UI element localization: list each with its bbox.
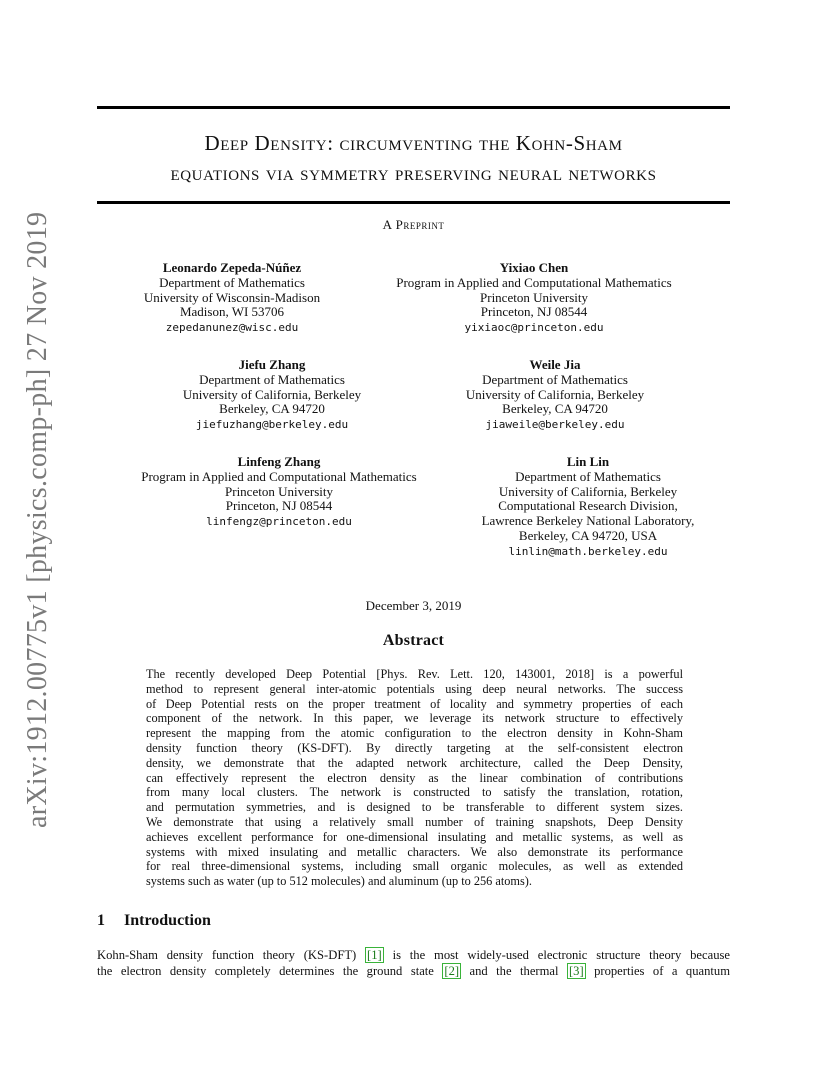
- author-email: jiefuzhang@berkeley.edu: [195, 418, 349, 432]
- abstract-line: systems such as water (up to 512 molecules) and aluminum (up to 256 atoms).: [146, 874, 532, 889]
- abstract-line: from many local clusters. The network is constructed to satisfy the translation, rotation,: [146, 785, 683, 800]
- abstract-line: component of the network. In this paper, we leverage its network structure to effectively: [146, 711, 683, 726]
- author-affiliation-line: Program in Applied and Computational Mathematics: [141, 468, 417, 484]
- abstract-line: density, we demonstrate that the adapted network architecture, called the Deep Density,: [146, 755, 683, 770]
- author-affiliation-line: University of California, Berkeley: [182, 386, 362, 402]
- publication-date: December 3, 2019: [365, 598, 462, 613]
- abstract-line: of Deep Potential rests on the proper treatment of locality and symmetry properties of each: [146, 696, 683, 711]
- author-affiliation-line: Department of Mathematics: [159, 274, 305, 290]
- author-affiliation-line: Berkeley, CA 94720: [219, 401, 325, 417]
- author-affiliation-line: Berkeley, CA 94720: [502, 401, 608, 417]
- abstract-line: We demonstrate that using a relatively small number of training snapshots, Deep Density: [146, 814, 683, 829]
- section-number: 1: [97, 912, 105, 929]
- intro-text: Kohn-Sham density function theory (KS-DFT): [97, 948, 366, 962]
- author-block-linfeng-zhang: [109, 455, 449, 530]
- introduction-body: [97, 948, 730, 979]
- author-name: Linfeng Zhang: [237, 454, 321, 469]
- citation-link[interactable]: [1]: [367, 948, 382, 962]
- intro-text: and the thermal: [461, 963, 567, 978]
- abstract-line: can effectively represent the electron density as the linear combination of contributions: [146, 770, 683, 785]
- abstract-line: systems with mixed insulating and metallic characters. We also demonstrate its performance: [146, 844, 683, 859]
- author-affiliation-line: Princeton University: [225, 483, 333, 499]
- citation-link[interactable]: [2]: [444, 963, 460, 978]
- author-name: Yixiao Chen: [499, 260, 569, 275]
- abstract-body: [146, 667, 683, 889]
- abstract-line: density function theory (KS-DFT). By directly targeting at the self-consistent electron: [146, 740, 683, 755]
- intro-text: properties of a quantum: [585, 963, 730, 978]
- author-affiliation-line: Program in Applied and Computational Mathematics: [396, 274, 672, 290]
- author-email: yixiaoc@princeton.edu: [464, 321, 604, 335]
- author-affiliation-line: Princeton, NJ 08544: [480, 304, 588, 320]
- author-block-jiefu-zhang: [152, 358, 392, 433]
- abstract-line: The recently developed Deep Potential [Phys. Rev. Lett. 120, 143001, 2018] is a powerful: [146, 667, 683, 681]
- author-email: zepedanunez@wisc.edu: [165, 321, 299, 335]
- abstract-line: for real three-dimensional systems, including small organic molecules, as well as extended: [146, 859, 683, 874]
- author-affiliation-line: Lawrence Berkeley National Laboratory,: [481, 513, 695, 529]
- preprint-label: A Preprint: [382, 217, 445, 232]
- title-line-1: Deep Density: circumventing the Kohn-Sham: [204, 131, 623, 155]
- title-top-rule: [97, 106, 730, 109]
- author-email: linlin@math.berkeley.edu: [508, 544, 668, 558]
- author-block-lin: [448, 455, 728, 559]
- abstract-line: and permutation symmetries, and is designed to be transferable to different system sizes.: [146, 800, 683, 815]
- author-name: Lin Lin: [566, 454, 610, 469]
- author-block-jia: [435, 358, 675, 433]
- section-title: Introduction: [124, 912, 211, 929]
- author-affiliation-line: Computational Research Division,: [498, 498, 678, 514]
- section-heading-introduction: [97, 912, 211, 930]
- author-block-chen: [364, 261, 704, 336]
- author-affiliation-line: Princeton, NJ 08544: [225, 498, 333, 514]
- author-affiliation-line: Madison, WI 53706: [179, 304, 285, 320]
- paper-title: [97, 128, 730, 188]
- arxiv-identifier-stamp: arXiv:1912.00775v1 [physics.comp-ph] 27 Nov 2019: [22, 211, 53, 828]
- author-affiliation-line: Princeton University: [480, 289, 588, 305]
- author-name: Leonardo Zepeda-Núñez: [162, 260, 302, 275]
- citation-link[interactable]: [3]: [568, 963, 584, 978]
- author-affiliation-line: Department of Mathematics: [482, 371, 628, 387]
- title-line-2: equations via symmetry preserving neural networks: [170, 161, 657, 185]
- abstract-line: represent the mapping from the atomic configuration to the electron density in Kohn-Sham: [146, 726, 683, 741]
- author-name: Weile Jia: [529, 357, 581, 372]
- author-name: Jiefu Zhang: [238, 357, 306, 372]
- author-block-zepeda-nunez: [112, 261, 352, 336]
- author-affiliation-line: University of Wisconsin-Madison: [143, 289, 321, 305]
- intro-text: the electron density completely determines the ground state: [97, 963, 443, 978]
- abstract-heading: Abstract: [382, 632, 445, 649]
- intro-text: is the most widely-used electronic structure theory because: [383, 948, 730, 962]
- author-affiliation-line: Department of Mathematics: [515, 468, 661, 484]
- author-affiliation-line: University of California, Berkeley: [498, 483, 678, 499]
- author-affiliation-line: Department of Mathematics: [199, 371, 345, 387]
- title-bottom-rule: [97, 201, 730, 204]
- author-affiliation-line: Berkeley, CA 94720, USA: [518, 527, 658, 543]
- intro-line: [97, 948, 730, 964]
- author-email: jiaweile@berkeley.edu: [485, 418, 625, 432]
- author-affiliation-line: University of California, Berkeley: [465, 386, 645, 402]
- intro-line: [97, 964, 730, 980]
- abstract-line: method to represent general inter-atomic potentials using deep neural networks. The success: [146, 681, 683, 696]
- abstract-line: achieves excellent performance for one-dimensional insulating and metallic systems, as well as: [146, 829, 683, 844]
- author-email: linfengz@princeton.edu: [206, 515, 352, 529]
